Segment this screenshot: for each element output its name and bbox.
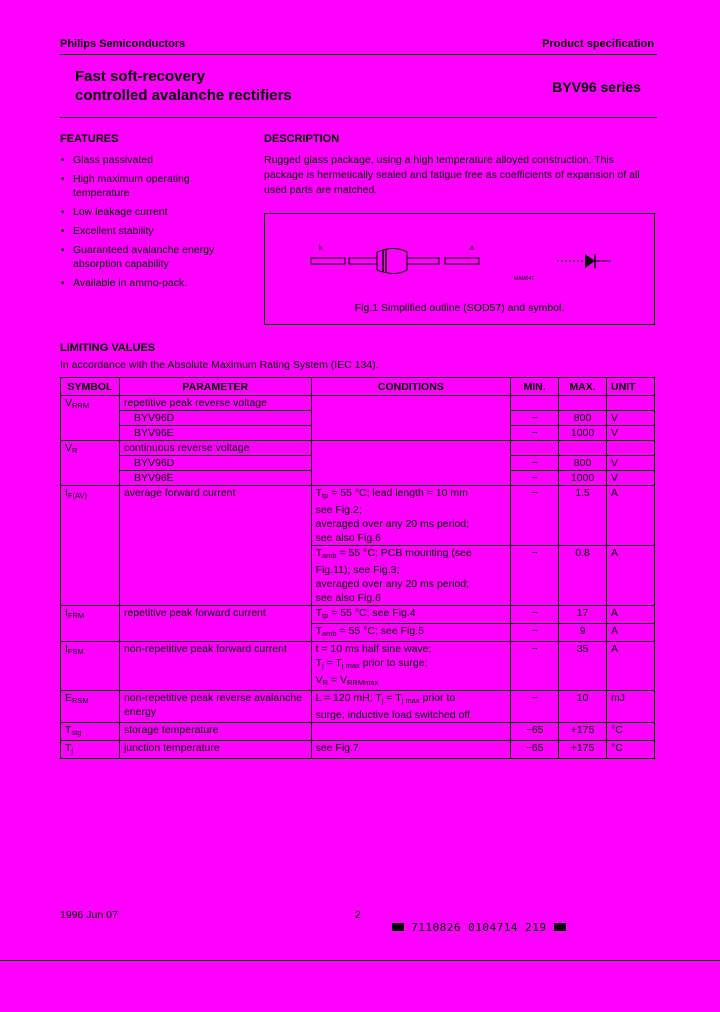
limiting-values-subtitle: In accordance with the Absolute Maximum Rating System (IEC 134).	[60, 359, 379, 371]
table-row: BYV96D − 800 V	[61, 411, 655, 426]
feature-item: • Guaranteed avalanche energy absorption capability	[60, 243, 240, 271]
feature-item: • Available in ammo-pack.	[60, 276, 240, 290]
page-number: 2	[355, 909, 361, 921]
series-name: BYV96 series	[552, 79, 641, 95]
page-title: Fast soft-recovery controlled avalanche rectifiers	[75, 68, 292, 104]
figure-caption: Fig.1 Simplified outline (SOD57) and symbol.	[354, 302, 565, 314]
symbol-ersm: $E_{RSM}$	[61, 691, 120, 723]
symbol-ifsm: $I_{FSM}$	[61, 642, 120, 691]
footer-date: 1996 Jun 07	[60, 909, 118, 921]
table-row: $T_{stg}$ storage temperature −65 +175 °C	[61, 723, 655, 741]
symbol-vrrm: $V_{RRM}$	[61, 396, 120, 441]
figure-box	[264, 213, 655, 325]
symbol-tj: $T_j$	[61, 741, 120, 759]
feature-item: • High maximum operating temperature	[60, 172, 240, 200]
symbol-vr: $V_R$	[61, 441, 120, 486]
title-rule	[60, 117, 657, 118]
barcode-line: 7110826 0104714 219	[392, 921, 566, 934]
table-row: $I_{FRM}$ repetitive peak forward current $T_{tp} = 55$ °C; see Fig.4 − 17 A	[61, 606, 655, 624]
col-header-symbol: SYMBOL	[61, 378, 120, 396]
col-header-min: MIN.	[511, 378, 559, 396]
table-row: $T_{amb} = 55$ °C; PCB mounting (see Fig.11); see Fig.3; averaged over any 20 ms period; see also Fig.6 − 0.8 A	[61, 546, 655, 606]
page-bottom-rule	[0, 960, 720, 961]
table-row: $T_{amb} = 55$ °C; see Fig.5 − 9 A	[61, 624, 655, 642]
company-name: Philips Semiconductors	[60, 38, 186, 50]
table-row: $T_j$ junction temperature see Fig.7 −65 +175 °C	[61, 741, 655, 759]
description-text: Rugged glass package, using a high temperature alloyed construction. This package is hermetically sealed and fatigue free as coefficients of expansion of all used parts are matched.	[264, 154, 640, 196]
table-row: BYV96E − 1000 V	[61, 471, 655, 486]
features-list	[60, 153, 240, 295]
table-row: $V_{RRM}$ repetitive peak reverse voltage	[61, 396, 655, 411]
table-row: $I_{FSM}$ non-repetitive peak forward current t = 10 ms half sine wave; $T_j = T_{j max}$ prior to surge; $V_R = V_{RRMmax}$ − 35 A	[61, 642, 655, 691]
table-row: BYV96D − 800 V	[61, 456, 655, 471]
col-header-conditions: CONDITIONS	[311, 378, 511, 396]
table-row: $V_R$ continuous reverse voltage	[61, 441, 655, 456]
col-header-max: MAX.	[559, 378, 607, 396]
table-row: $E_{RSM}$ non-repetitive peak reverse avalanche energy L = 120 mH; $T_j = T_{j max}$ prior to surge; inductive load switched off − 10 mJ	[61, 691, 655, 723]
table-row: $I_{F(AV)}$ average forward current $T_{tp} = 55$ °C; lead length = 10 mm see Fig.2; averaged over any 20 ms period; see also Fig.6 − 1.5 A	[61, 486, 655, 546]
table-row: BYV96E − 1000 V	[61, 426, 655, 441]
cathode-label: k	[319, 245, 323, 252]
table-header-row	[61, 378, 655, 396]
col-header-unit: UNIT	[607, 378, 655, 396]
header-rule	[60, 54, 657, 55]
symbol-ifrm: $I_{FRM}$	[61, 606, 120, 642]
symbol-tstg: $T_{stg}$	[61, 723, 120, 741]
anode-label: a	[470, 245, 474, 252]
col-header-parameter: PARAMETER	[119, 378, 311, 396]
feature-item: • Excellent stability	[60, 224, 240, 238]
figure-code: MAM047	[514, 276, 535, 282]
feature-item: • Glass passivated	[60, 153, 240, 167]
limiting-values-table	[60, 377, 655, 759]
feature-item: • Low leakage current	[60, 205, 240, 219]
limiting-values-title: LIMITING VALUES	[60, 342, 156, 354]
document-type: Product specification	[542, 38, 654, 50]
description-title: DESCRIPTION	[264, 133, 340, 145]
diode-outline-drawing	[265, 214, 654, 294]
symbol-ifav: $I_{F(AV)}$	[61, 486, 120, 606]
features-title: FEATURES	[60, 133, 119, 145]
